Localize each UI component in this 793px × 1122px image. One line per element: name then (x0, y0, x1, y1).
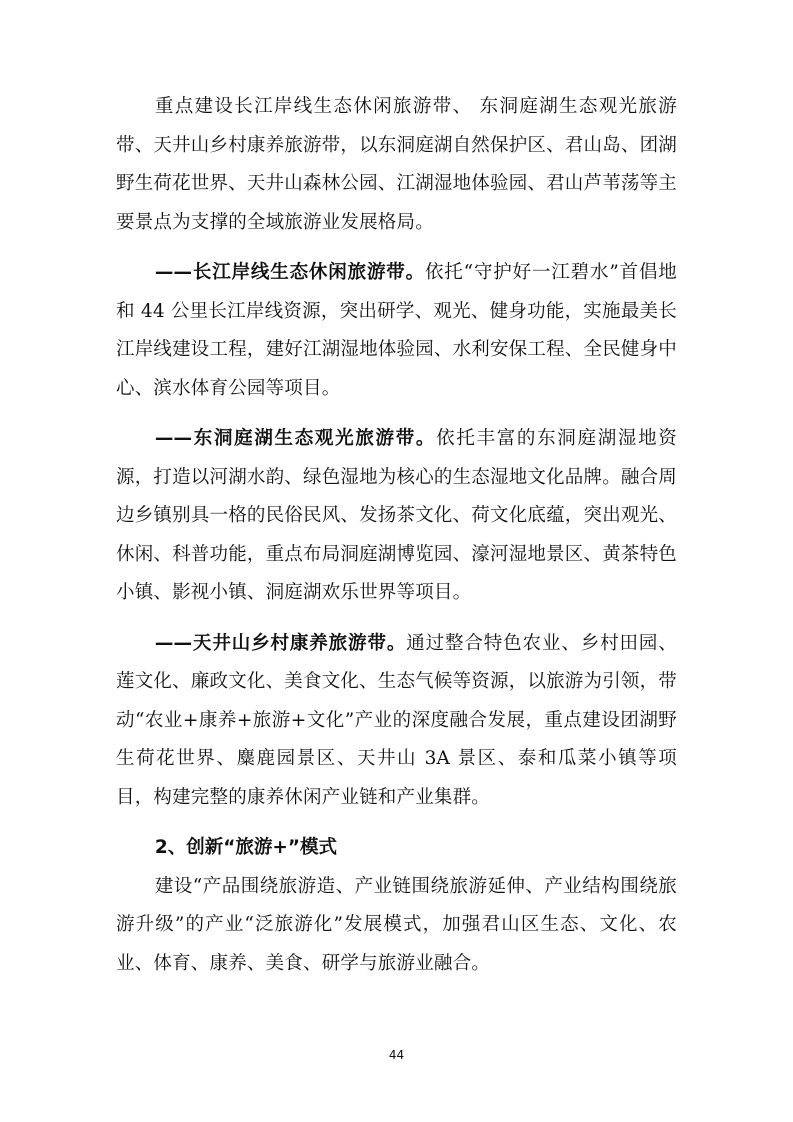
paragraph-gap (116, 242, 677, 254)
yangtze-belt-body: 依托“守护好一江碧水”首倡地和 44 公里长江岸线资源，突出研学、观光、健身功能，实施最美长江岸线建设工程，建好江湖湿地体验园、水利安保工程、全民健身中心、滨水体育公园等项目。 (116, 262, 678, 399)
dongting-belt-lead: ——东洞庭湖生态观光旅游带。 (154, 428, 437, 449)
section-heading: 2、创新“旅游+”模式 (154, 837, 338, 858)
yangtze-belt-lead: ——长江岸线生态休闲旅游带。 (154, 262, 425, 283)
paragraph-gap (116, 613, 677, 625)
dongting-belt-body: 依托丰富的东洞庭湖湿地资源，打造以河湖水韵、绿色湿地为核心的生态湿地文化品牌。融合周边乡镇别具一格的民俗民风、发扬茶文化、荷文化底蕴，突出观光、休闲、科普功能，重点布局洞庭湖博览园、濠河湿地景区、黄茶特色小镇、影视小镇、洞庭湖欢乐世界等项目。 (116, 428, 678, 603)
intro-paragraph (116, 88, 677, 242)
tianjingshan-belt-paragraph (116, 625, 677, 818)
dongting-belt-paragraph (116, 420, 677, 613)
paragraph-gap (116, 817, 677, 829)
yangtze-belt-paragraph (116, 254, 677, 408)
section-body-paragraph: 建设“产品围绕旅游造、产业链围绕旅游延伸、产业结构围绕旅游升级”的产业“泛旅游化”发展模式，加强君山区生态、文化、农业、体育、康养、美食、研学与旅游业融合。 (116, 875, 677, 974)
intro-text: 重点建设长江岸线生态休闲旅游带、 东洞庭湖生态观光旅游带、天井山乡村康养旅游带，以东洞庭湖自然保护区、君山岛、团湖野生荷花世界、天井山森林公园、江湖湿地体验园、君山芦苇荡等主要景点为支撑的全域旅游业发展格局。 (116, 96, 678, 233)
tianjingshan-belt-lead: ——天井山乡村康养旅游带。 (154, 632, 407, 654)
document-body (116, 88, 677, 983)
tianjingshan-belt-body: 通过整合特色农业、乡村田园、莲文化、廉政文化、美食文化、生态气候等资源，以旅游为引领，带动“农业+康养+旅游+文化”产业的深度融合发展，重点建设团湖野生荷花世界、麋鹿园景区、天井山 3A 景区、泰和瓜菜小镇等项目，构建完整的康养休闲产业链和产业集群。 (116, 632, 678, 808)
page-number: 44 (388, 1048, 405, 1062)
paragraph-gap (116, 408, 677, 420)
